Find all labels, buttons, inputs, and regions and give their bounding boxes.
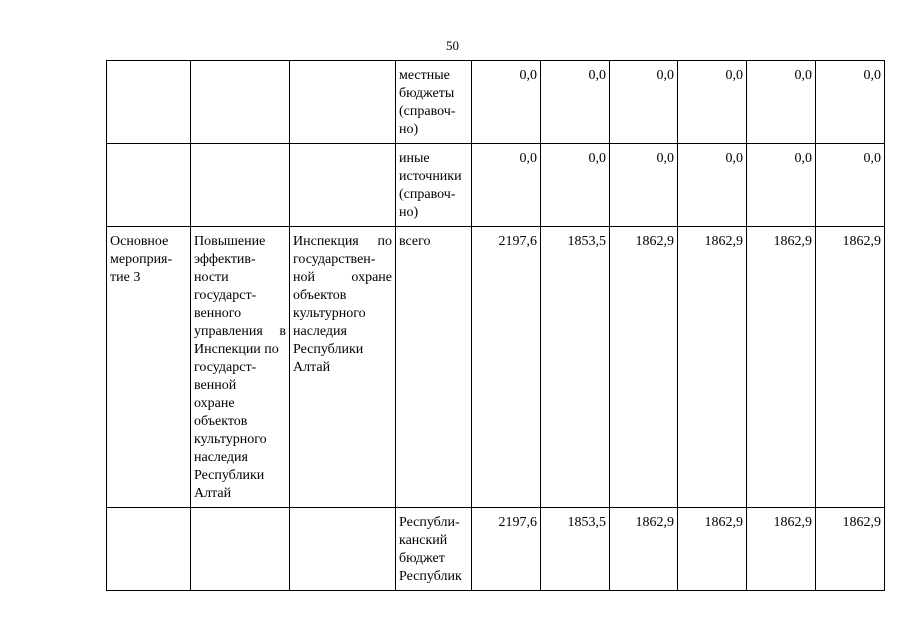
executor-line: государствен- [293,252,376,267]
value-cell: 0,0 [541,61,610,144]
executor-cell [290,61,396,144]
description-line: Алтай [194,486,232,501]
value-cell: 0,0 [816,61,885,144]
source-cell [396,144,472,227]
description-cell [191,61,290,144]
budget-table [106,60,885,591]
executor-cell [290,144,396,227]
description-line: венного [194,306,242,321]
source-line: канский [399,533,448,548]
value-cell: 0,0 [678,61,747,144]
value-cell: 0,0 [747,61,816,144]
value-cell: 0,0 [541,144,610,227]
source-line: всего [399,234,431,249]
activity-cell [107,508,191,591]
description-cell [191,144,290,227]
table-row [107,144,885,227]
executor-line: ной охране [293,270,392,285]
description-line: государст- [194,288,257,303]
executor-line: Инспекция по [293,234,392,249]
source-cell [396,508,472,591]
executor-cell [290,508,396,591]
value-cell: 1853,5 [541,508,610,591]
value-cell: 2197,6 [472,508,541,591]
source-line: иные [399,151,430,166]
value-cell: 1862,9 [678,227,747,508]
description-line: культурного [194,432,267,447]
activity-cell [107,227,191,508]
source-line: (справоч- [399,187,456,202]
description-line: управления в [194,324,286,339]
value-cell: 0,0 [816,144,885,227]
description-line: наследия [194,450,248,465]
activity-line: мероприя- [110,252,173,267]
activity-cell [107,144,191,227]
value-cell: 1862,9 [816,508,885,591]
description-line: охране [194,396,235,411]
value-cell: 0,0 [678,144,747,227]
source-line: Республи- [399,515,460,530]
description-line: венной [194,378,237,393]
executor-line: Республики [293,342,364,357]
executor-line: объектов [293,288,347,303]
description-cell [191,508,290,591]
source-line: местные [399,68,450,83]
executor-line: Алтай [293,360,331,375]
page-number: 50 [446,38,459,53]
table-row [107,508,885,591]
description-line: государст- [194,360,257,375]
value-cell: 0,0 [610,144,678,227]
value-cell: 1862,9 [610,508,678,591]
value-cell: 0,0 [610,61,678,144]
activity-line: тие 3 [110,270,141,285]
source-line: Республик [399,569,462,584]
description-line: объектов [194,414,248,429]
activity-cell [107,61,191,144]
source-cell [396,61,472,144]
source-line: бюджеты [399,86,455,101]
description-cell [191,227,290,508]
value-cell: 1862,9 [747,508,816,591]
executor-line: наследия [293,324,347,339]
source-line: бюджет [399,551,445,566]
value-cell: 0,0 [747,144,816,227]
value-cell: 1862,9 [816,227,885,508]
value-cell: 2197,6 [472,227,541,508]
executor-line: культурного [293,306,366,321]
value-cell: 1862,9 [610,227,678,508]
value-cell: 1862,9 [678,508,747,591]
description-line: ности [194,270,229,285]
value-cell: 0,0 [472,61,541,144]
source-cell [396,227,472,508]
table-row [107,61,885,144]
value-cell: 1862,9 [747,227,816,508]
activity-line: Основное [110,234,169,249]
description-line: Республики [194,468,265,483]
value-cell: 1853,5 [541,227,610,508]
source-line: но) [399,122,419,137]
source-line: (справоч- [399,104,456,119]
executor-cell [290,227,396,508]
source-line: но) [399,205,419,220]
description-line: эффектив- [194,252,256,267]
description-line: Инспекции по [194,342,279,357]
value-cell: 0,0 [472,144,541,227]
description-line: Повышение [194,234,266,249]
source-line: источники [399,169,462,184]
table-row [107,227,885,508]
